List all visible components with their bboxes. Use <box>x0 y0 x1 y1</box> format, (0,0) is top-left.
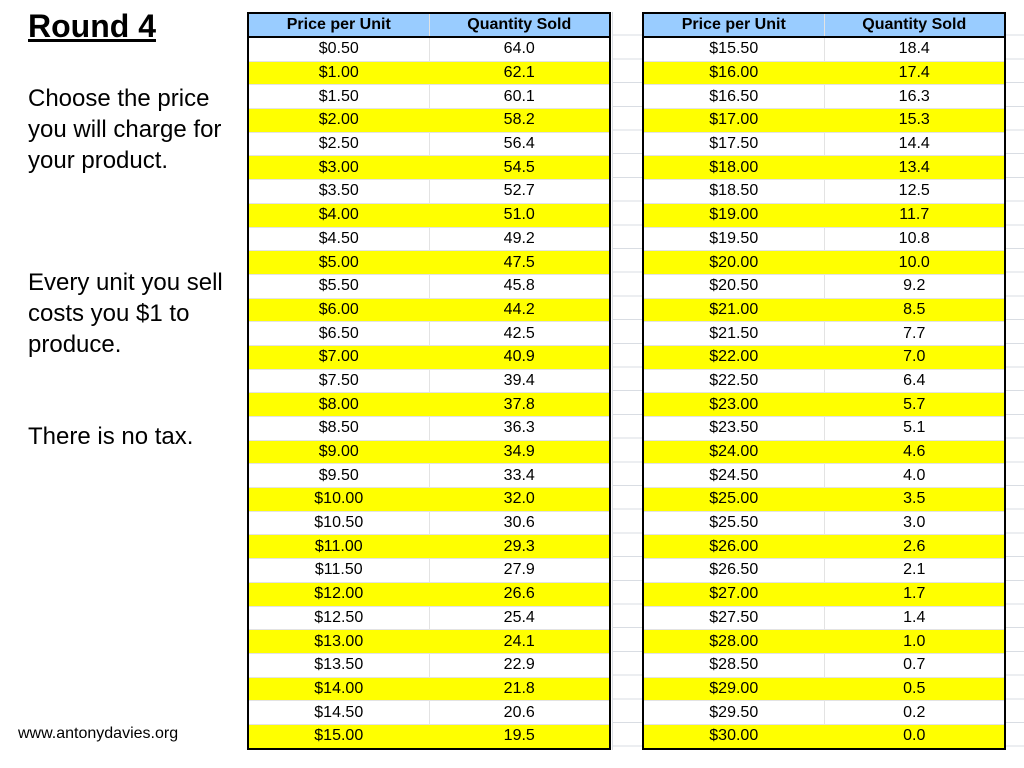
column-header-price: Price per Unit <box>248 13 429 37</box>
column-header-quantity: Quantity Sold <box>429 13 610 37</box>
quantity-cell: 18.4 <box>824 37 1005 61</box>
price-cell: $4.50 <box>248 227 429 251</box>
table-row <box>643 109 1005 133</box>
quantity-cell: 51.0 <box>429 203 610 227</box>
table-row <box>643 132 1005 156</box>
table-row <box>643 677 1005 701</box>
price-cell: $11.50 <box>248 559 429 583</box>
table-row <box>248 677 610 701</box>
table-row <box>643 298 1005 322</box>
price-cell: $2.00 <box>248 109 429 133</box>
price-cell: $5.00 <box>248 251 429 275</box>
quantity-cell: 10.8 <box>824 227 1005 251</box>
table-row <box>643 180 1005 204</box>
price-cell: $4.00 <box>248 203 429 227</box>
quantity-cell: 37.8 <box>429 393 610 417</box>
instruction-choose-price: Choose the price you will charge for your product. <box>28 85 222 174</box>
price-cell: $21.00 <box>643 298 824 322</box>
price-cell: $6.00 <box>248 298 429 322</box>
table-row <box>248 85 610 109</box>
table-header-row <box>248 13 610 37</box>
quantity-cell: 45.8 <box>429 274 610 298</box>
quantity-cell: 25.4 <box>429 606 610 630</box>
table-row <box>643 203 1005 227</box>
price-cell: $17.00 <box>643 109 824 133</box>
quantity-cell: 3.0 <box>824 511 1005 535</box>
column-header-quantity: Quantity Sold <box>824 13 1005 37</box>
price-cell: $30.00 <box>643 724 824 748</box>
price-cell: $27.00 <box>643 582 824 606</box>
quantity-cell: 49.2 <box>429 227 610 251</box>
quantity-cell: 9.2 <box>824 274 1005 298</box>
table-row <box>248 37 610 61</box>
price-cell: $9.50 <box>248 464 429 488</box>
table-row <box>248 298 610 322</box>
quantity-cell: 1.4 <box>824 606 1005 630</box>
table-row <box>643 724 1005 748</box>
price-cell: $24.00 <box>643 440 824 464</box>
table-row <box>643 61 1005 85</box>
table-row <box>643 701 1005 725</box>
quantity-cell: 47.5 <box>429 251 610 275</box>
price-quantity-table-left <box>247 12 611 750</box>
quantity-cell: 36.3 <box>429 417 610 441</box>
price-cell: $20.50 <box>643 274 824 298</box>
price-cell: $7.00 <box>248 345 429 369</box>
price-cell: $8.00 <box>248 393 429 417</box>
price-cell: $29.00 <box>643 677 824 701</box>
quantity-cell: 33.4 <box>429 464 610 488</box>
price-cell: $10.00 <box>248 488 429 512</box>
quantity-cell: 22.9 <box>429 653 610 677</box>
table-row <box>643 464 1005 488</box>
quantity-cell: 30.6 <box>429 511 610 535</box>
quantity-cell: 34.9 <box>429 440 610 464</box>
table-row <box>248 559 610 583</box>
table-row <box>248 61 610 85</box>
price-cell: $12.00 <box>248 582 429 606</box>
price-cell: $25.50 <box>643 511 824 535</box>
quantity-cell: 2.1 <box>824 559 1005 583</box>
footer-url: www.antonydavies.org <box>18 725 179 742</box>
quantity-cell: 4.6 <box>824 440 1005 464</box>
instruction-unit-cost: Every unit you sell costs you $1 to produce. <box>28 269 223 358</box>
table-row <box>643 156 1005 180</box>
quantity-cell: 21.8 <box>429 677 610 701</box>
table-row <box>643 653 1005 677</box>
quantity-cell: 0.7 <box>824 653 1005 677</box>
quantity-cell: 64.0 <box>429 37 610 61</box>
quantity-cell: 26.6 <box>429 582 610 606</box>
price-cell: $22.50 <box>643 369 824 393</box>
quantity-cell: 54.5 <box>429 156 610 180</box>
price-cell: $19.00 <box>643 203 824 227</box>
quantity-cell: 60.1 <box>429 85 610 109</box>
table-row <box>248 393 610 417</box>
table-row <box>248 488 610 512</box>
table-row <box>248 535 610 559</box>
quantity-cell: 6.4 <box>824 369 1005 393</box>
price-quantity-table-right <box>642 12 1006 750</box>
price-cell: $22.00 <box>643 345 824 369</box>
quantity-cell: 5.1 <box>824 417 1005 441</box>
price-cell: $12.50 <box>248 606 429 630</box>
table-row <box>248 369 610 393</box>
quantity-cell: 0.5 <box>824 677 1005 701</box>
quantity-cell: 5.7 <box>824 393 1005 417</box>
price-cell: $18.50 <box>643 180 824 204</box>
price-cell: $21.50 <box>643 322 824 346</box>
column-header-price: Price per Unit <box>643 13 824 37</box>
table-row <box>248 274 610 298</box>
table-row <box>643 85 1005 109</box>
table-row <box>643 440 1005 464</box>
price-cell: $10.50 <box>248 511 429 535</box>
quantity-cell: 1.7 <box>824 582 1005 606</box>
quantity-cell: 24.1 <box>429 630 610 654</box>
quantity-cell: 4.0 <box>824 464 1005 488</box>
price-cell: $27.50 <box>643 606 824 630</box>
price-cell: $25.00 <box>643 488 824 512</box>
table-row <box>643 582 1005 606</box>
table-row <box>643 630 1005 654</box>
price-cell: $9.00 <box>248 440 429 464</box>
quantity-cell: 0.2 <box>824 701 1005 725</box>
quantity-cell: 14.4 <box>824 132 1005 156</box>
price-cell: $19.50 <box>643 227 824 251</box>
table-row <box>643 559 1005 583</box>
table-row <box>248 417 610 441</box>
table-row <box>248 156 610 180</box>
quantity-cell: 19.5 <box>429 724 610 748</box>
instruction-no-tax: There is no tax. <box>28 423 194 450</box>
price-cell: $26.50 <box>643 559 824 583</box>
price-cell: $20.00 <box>643 251 824 275</box>
quantity-cell: 29.3 <box>429 535 610 559</box>
table-row <box>248 345 610 369</box>
table-row <box>643 606 1005 630</box>
price-cell: $5.50 <box>248 274 429 298</box>
quantity-cell: 11.7 <box>824 203 1005 227</box>
price-cell: $26.00 <box>643 535 824 559</box>
quantity-cell: 17.4 <box>824 61 1005 85</box>
price-cell: $17.50 <box>643 132 824 156</box>
table-row <box>643 417 1005 441</box>
price-cell: $16.50 <box>643 85 824 109</box>
quantity-cell: 42.5 <box>429 322 610 346</box>
spreadsheet-gridlines <box>1006 12 1024 750</box>
quantity-cell: 20.6 <box>429 701 610 725</box>
price-cell: $15.50 <box>643 37 824 61</box>
quantity-cell: 7.0 <box>824 345 1005 369</box>
price-cell: $28.50 <box>643 653 824 677</box>
price-cell: $14.00 <box>248 677 429 701</box>
price-cell: $16.00 <box>643 61 824 85</box>
quantity-cell: 58.2 <box>429 109 610 133</box>
table-row <box>643 511 1005 535</box>
quantity-cell: 39.4 <box>429 369 610 393</box>
quantity-cell: 2.6 <box>824 535 1005 559</box>
quantity-cell: 10.0 <box>824 251 1005 275</box>
table-row <box>643 393 1005 417</box>
table-row <box>248 203 610 227</box>
table-row <box>643 369 1005 393</box>
quantity-cell: 7.7 <box>824 322 1005 346</box>
table-row <box>248 180 610 204</box>
table-row <box>643 488 1005 512</box>
quantity-cell: 56.4 <box>429 132 610 156</box>
table-row <box>248 582 610 606</box>
price-cell: $6.50 <box>248 322 429 346</box>
table-row <box>643 535 1005 559</box>
quantity-cell: 8.5 <box>824 298 1005 322</box>
table-row <box>248 724 610 748</box>
quantity-cell: 52.7 <box>429 180 610 204</box>
quantity-cell: 15.3 <box>824 109 1005 133</box>
table-row <box>643 251 1005 275</box>
table-row <box>248 227 610 251</box>
table-row <box>248 464 610 488</box>
table-row <box>248 653 610 677</box>
price-cell: $11.00 <box>248 535 429 559</box>
quantity-cell: 12.5 <box>824 180 1005 204</box>
price-cell: $24.50 <box>643 464 824 488</box>
price-cell: $0.50 <box>248 37 429 61</box>
price-cell: $28.00 <box>643 630 824 654</box>
table-row <box>248 109 610 133</box>
quantity-cell: 13.4 <box>824 156 1005 180</box>
table-row <box>248 322 610 346</box>
quantity-cell: 62.1 <box>429 61 610 85</box>
quantity-cell: 1.0 <box>824 630 1005 654</box>
table-row <box>248 606 610 630</box>
table-row <box>248 701 610 725</box>
table-row <box>248 511 610 535</box>
price-cell: $23.50 <box>643 417 824 441</box>
price-cell: $14.50 <box>248 701 429 725</box>
table-row <box>248 251 610 275</box>
table-row <box>248 132 610 156</box>
quantity-cell: 16.3 <box>824 85 1005 109</box>
quantity-cell: 3.5 <box>824 488 1005 512</box>
price-cell: $18.00 <box>643 156 824 180</box>
table-row <box>643 274 1005 298</box>
table-row <box>643 322 1005 346</box>
quantity-cell: 27.9 <box>429 559 610 583</box>
table-row <box>643 37 1005 61</box>
table-row <box>248 630 610 654</box>
table-row <box>643 227 1005 251</box>
price-cell: $3.50 <box>248 180 429 204</box>
quantity-cell: 32.0 <box>429 488 610 512</box>
price-cell: $1.50 <box>248 85 429 109</box>
page-title: Round 4 <box>28 8 156 44</box>
quantity-cell: 44.2 <box>429 298 610 322</box>
price-cell: $29.50 <box>643 701 824 725</box>
price-cell: $1.00 <box>248 61 429 85</box>
price-cell: $13.00 <box>248 630 429 654</box>
price-cell: $23.00 <box>643 393 824 417</box>
quantity-cell: 40.9 <box>429 345 610 369</box>
price-cell: $15.00 <box>248 724 429 748</box>
table-header-row <box>643 13 1005 37</box>
price-cell: $2.50 <box>248 132 429 156</box>
price-cell: $8.50 <box>248 417 429 441</box>
table-row <box>248 440 610 464</box>
table-row <box>643 345 1005 369</box>
quantity-cell: 0.0 <box>824 724 1005 748</box>
price-cell: $3.00 <box>248 156 429 180</box>
price-cell: $13.50 <box>248 653 429 677</box>
spreadsheet-gridlines <box>612 12 643 750</box>
price-cell: $7.50 <box>248 369 429 393</box>
